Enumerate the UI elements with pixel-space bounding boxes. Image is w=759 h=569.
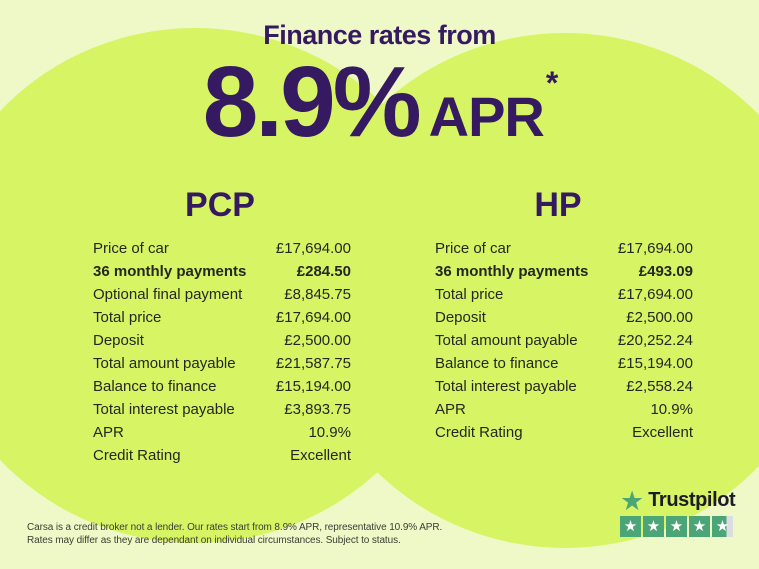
row-value: £15,194.00 bbox=[617, 355, 693, 372]
table-row bbox=[435, 421, 693, 444]
row-value: £15,194.00 bbox=[275, 378, 351, 395]
row-value: £20,252.24 bbox=[617, 332, 693, 349]
row-label: 36 monthly payments bbox=[93, 263, 247, 280]
hp-title: HP bbox=[534, 186, 582, 224]
table-row bbox=[93, 283, 351, 306]
star-icon: ★ bbox=[643, 516, 664, 537]
hp-table bbox=[435, 237, 693, 444]
row-label: Credit Rating bbox=[93, 447, 181, 464]
legal-disclaimer bbox=[27, 521, 447, 547]
table-row bbox=[435, 398, 693, 421]
star-icon: ★ bbox=[689, 516, 710, 537]
row-label: APR bbox=[93, 424, 124, 441]
row-label: Balance to finance bbox=[435, 355, 559, 372]
disclaimer-line-2: Rates may differ as they are dependant on individual circumstances. Subject to status. bbox=[27, 535, 401, 546]
table-row bbox=[93, 306, 351, 329]
row-value: £17,694.00 bbox=[275, 309, 351, 326]
table-row bbox=[435, 306, 693, 329]
table-row bbox=[435, 352, 693, 375]
rate-suffix: APR bbox=[428, 85, 544, 148]
row-value: 10.9% bbox=[650, 401, 693, 418]
rate-value: 8.9% bbox=[202, 46, 419, 158]
row-label: Total price bbox=[93, 309, 162, 326]
table-row bbox=[93, 237, 351, 260]
row-value: £3,893.75 bbox=[284, 401, 351, 418]
pcp-title: PCP bbox=[185, 186, 255, 224]
row-value: 10.9% bbox=[308, 424, 351, 441]
row-label: 36 monthly payments bbox=[435, 263, 589, 280]
row-value: £493.09 bbox=[638, 263, 693, 280]
table-row bbox=[93, 352, 351, 375]
row-value: £8,845.75 bbox=[284, 286, 351, 303]
trustpilot-star-icon: ★ bbox=[620, 485, 645, 516]
row-value: £17,694.00 bbox=[617, 286, 693, 303]
pcp-table bbox=[93, 237, 351, 467]
table-row bbox=[93, 375, 351, 398]
row-value: £2,558.24 bbox=[626, 378, 693, 395]
row-label: Deposit bbox=[93, 332, 144, 349]
header-title: Finance rates from bbox=[263, 20, 496, 50]
row-value: Excellent bbox=[632, 424, 693, 441]
row-label: Total price bbox=[435, 286, 504, 303]
table-row bbox=[435, 237, 693, 260]
headline-rate bbox=[0, 45, 759, 160]
row-value: £17,694.00 bbox=[617, 240, 693, 257]
row-label: Deposit bbox=[435, 309, 486, 326]
table-row bbox=[93, 329, 351, 352]
star-icon: ★ bbox=[620, 516, 641, 537]
hp-column bbox=[408, 186, 708, 444]
row-label: Optional final payment bbox=[93, 286, 243, 303]
pcp-column bbox=[70, 186, 370, 467]
row-value: £21,587.75 bbox=[275, 355, 351, 372]
row-label: Price of car bbox=[435, 240, 511, 257]
row-label: Balance to finance bbox=[93, 378, 217, 395]
row-value: £284.50 bbox=[296, 263, 351, 280]
row-label: Total interest payable bbox=[435, 378, 577, 395]
header bbox=[0, 20, 759, 160]
row-value: £17,694.00 bbox=[275, 240, 351, 257]
disclaimer-line-1: Carsa is a credit broker not a lender. Our rates start from 8.9% APR, representative 10.9% APR. bbox=[27, 522, 443, 533]
row-label: APR bbox=[435, 401, 466, 418]
table-row bbox=[93, 444, 351, 467]
trustpilot-rating-4-5-stars bbox=[620, 516, 735, 537]
table-row bbox=[93, 260, 351, 283]
row-label: Total amount payable bbox=[93, 355, 236, 372]
row-label: Total amount payable bbox=[435, 332, 578, 349]
row-value: Excellent bbox=[290, 447, 351, 464]
table-row bbox=[435, 283, 693, 306]
rate-asterisk: * bbox=[545, 65, 559, 101]
table-row bbox=[93, 421, 351, 444]
table-row bbox=[435, 375, 693, 398]
row-label: Price of car bbox=[93, 240, 169, 257]
row-label: Credit Rating bbox=[435, 424, 523, 441]
trustpilot-wordmark: Trustpilot bbox=[648, 489, 736, 511]
trustpilot-logo bbox=[620, 485, 736, 516]
row-label: Total interest payable bbox=[93, 401, 235, 418]
table-row bbox=[435, 329, 693, 352]
table-row bbox=[435, 260, 693, 283]
row-value: £2,500.00 bbox=[284, 332, 351, 349]
table-row bbox=[93, 398, 351, 421]
star-icon: ★ bbox=[666, 516, 687, 537]
star-half-icon: ★ bbox=[712, 516, 733, 537]
trustpilot-badge[interactable] bbox=[620, 485, 736, 537]
row-value: £2,500.00 bbox=[626, 309, 693, 326]
